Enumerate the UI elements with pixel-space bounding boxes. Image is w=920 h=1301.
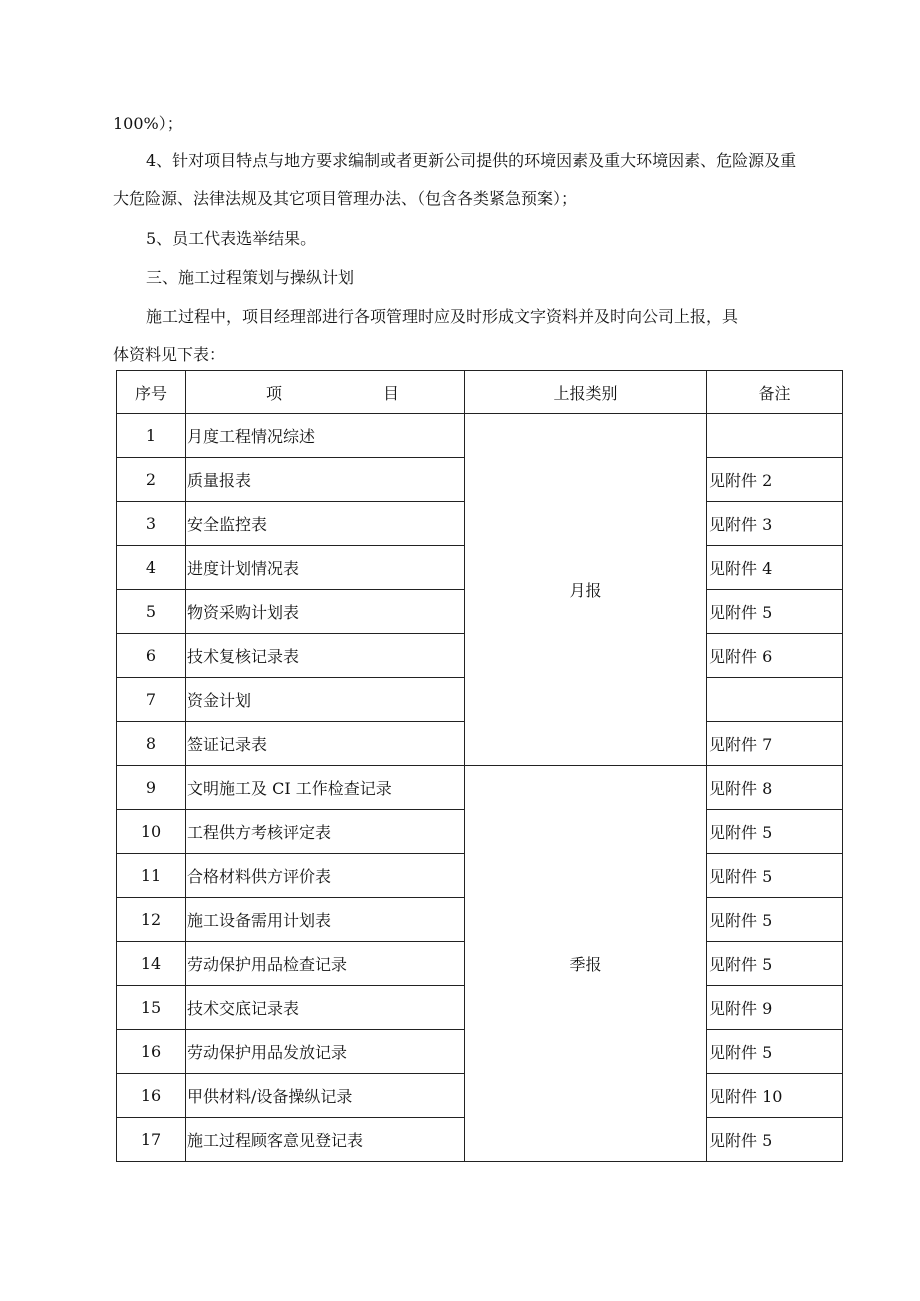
table-row [117, 766, 843, 810]
row-note: 见附件 5 [707, 1118, 843, 1162]
row-note: 见附件 6 [707, 634, 843, 678]
header-item-left: 项 [266, 383, 283, 403]
header-note: 备注 [707, 371, 843, 414]
row-note: 见附件 3 [707, 502, 843, 546]
paragraph-item-4-line-1: 4、针对项目特点与地方要求编制或者更新公司提供的环境因素及重大环境因素、危险源及重 [146, 151, 797, 170]
row-item: 文明施工及 CI 工作检查记录 [186, 766, 465, 810]
row-index: 2 [117, 458, 186, 502]
row-item: 月度工程情况综述 [186, 414, 465, 458]
header-category: 上报类别 [465, 371, 707, 414]
row-note: 见附件 5 [707, 590, 843, 634]
row-note: 见附件 4 [707, 546, 843, 590]
row-index: 9 [117, 766, 186, 810]
row-note: 见附件 9 [707, 986, 843, 1030]
header-item [186, 371, 465, 414]
row-item: 技术交底记录表 [186, 986, 465, 1030]
row-item: 物资采购计划表 [186, 590, 465, 634]
paragraph-item-5: 5、员工代表选举结果。 [146, 229, 317, 248]
category-quarterly: 季报 [465, 766, 707, 1162]
row-index: 1 [117, 414, 186, 458]
row-note: 见附件 5 [707, 854, 843, 898]
row-index: 5 [117, 590, 186, 634]
row-note: 见附件 10 [707, 1074, 843, 1118]
row-index: 17 [117, 1118, 186, 1162]
row-item: 技术复核记录表 [186, 634, 465, 678]
header-index: 序号 [117, 371, 186, 414]
row-index: 3 [117, 502, 186, 546]
row-note: 见附件 5 [707, 942, 843, 986]
row-item: 进度计划情况表 [186, 546, 465, 590]
paragraph-intro-line-1: 施工过程中，项目经理部进行各项管理时应及时形成文字资料并及时向公司上报，具 [146, 307, 739, 326]
row-index: 16 [117, 1074, 186, 1118]
paragraph-item-4-line-2: 大危险源、法律法规及其它项目管理办法、（包含各类紧急预案）； [113, 189, 578, 208]
row-note [707, 678, 843, 722]
row-note: 见附件 5 [707, 810, 843, 854]
row-item: 工程供方考核评定表 [186, 810, 465, 854]
row-index: 12 [117, 898, 186, 942]
report-table [116, 370, 843, 1162]
row-item: 甲供材料/设备操纵记录 [186, 1074, 465, 1118]
row-index: 6 [117, 634, 186, 678]
row-item: 资金计划 [186, 678, 465, 722]
row-index: 14 [117, 942, 186, 986]
table-header-row [117, 371, 843, 414]
row-note: 见附件 8 [707, 766, 843, 810]
row-index: 8 [117, 722, 186, 766]
header-item-right: 目 [382, 383, 399, 403]
paragraph-continuation: 100%）； [113, 114, 183, 133]
row-note: 见附件 2 [707, 458, 843, 502]
row-index: 11 [117, 854, 186, 898]
row-note: 见附件 5 [707, 898, 843, 942]
row-item: 签证记录表 [186, 722, 465, 766]
paragraph-intro-line-2: 体资料见下表： [113, 345, 226, 364]
row-item: 安全监控表 [186, 502, 465, 546]
row-index: 4 [117, 546, 186, 590]
row-index: 16 [117, 1030, 186, 1074]
row-item: 劳动保护用品发放记录 [186, 1030, 465, 1074]
row-item: 施工设备需用计划表 [186, 898, 465, 942]
row-note [707, 414, 843, 458]
row-note: 见附件 5 [707, 1030, 843, 1074]
section-heading: 三、施工过程策划与操纵计划 [146, 268, 355, 287]
row-item: 合格材料供方评价表 [186, 854, 465, 898]
row-item: 施工过程顾客意见登记表 [186, 1118, 465, 1162]
row-index: 10 [117, 810, 186, 854]
row-note: 见附件 7 [707, 722, 843, 766]
category-monthly: 月报 [465, 414, 707, 766]
row-index: 15 [117, 986, 186, 1030]
row-item: 劳动保护用品检查记录 [186, 942, 465, 986]
row-index: 7 [117, 678, 186, 722]
table-row [117, 414, 843, 458]
row-item: 质量报表 [186, 458, 465, 502]
